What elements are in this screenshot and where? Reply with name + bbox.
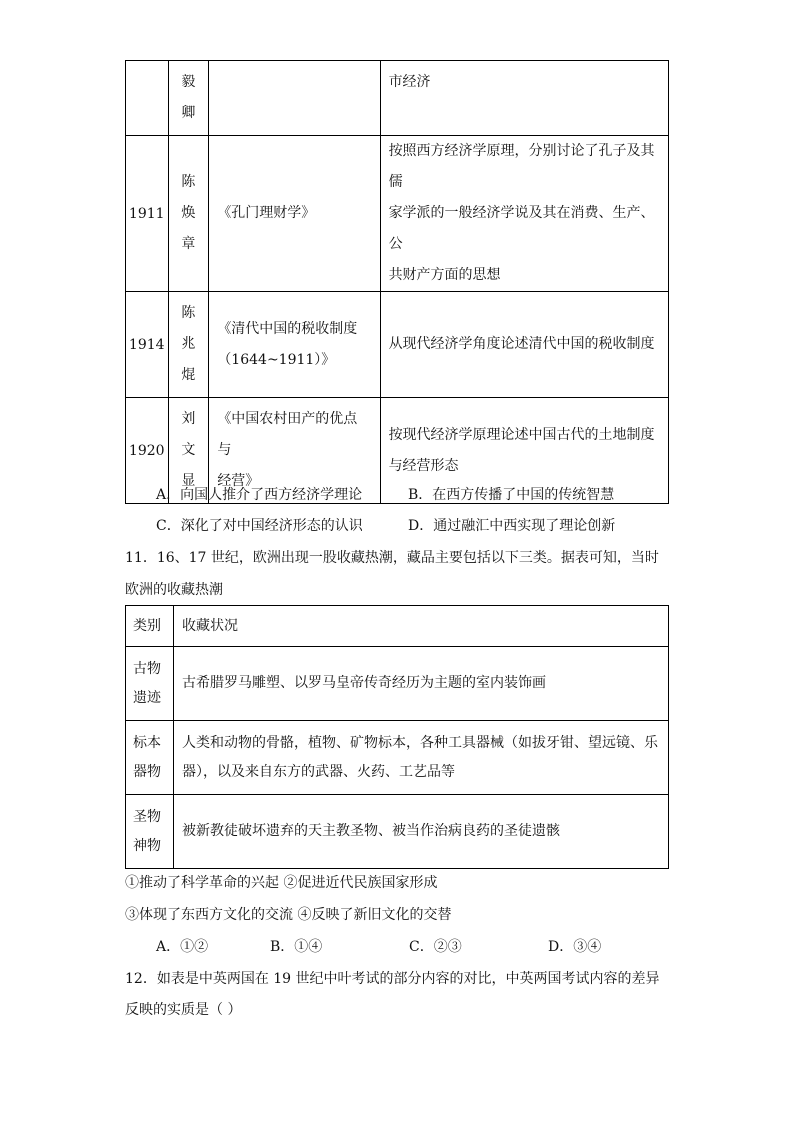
q10-option-d[interactable]: D．通过融汇中西实现了理论创新 (408, 518, 616, 534)
description-line: 市经济 (388, 74, 431, 90)
description-line: 按现代经济学原理论述中国古代的土地制度 (388, 426, 655, 443)
author-char: 卿 (181, 105, 196, 121)
author-char: 兆 (181, 336, 196, 352)
status-cell (174, 795, 669, 869)
category-line: 遗迹 (133, 689, 161, 706)
description-line: 共财产方面的思想 (388, 267, 501, 283)
q11-option-c[interactable]: C．②③ (409, 939, 462, 955)
description-line: 从现代经济学角度论述清代中国的税收制度 (388, 336, 655, 352)
q10-option-c[interactable]: C．深化了对中国经济形态的认识 (156, 518, 363, 534)
work-line: 与 (217, 442, 232, 458)
status-line: 人类和动物的骨骼，植物、矿物标本，各种工具器械（如拔牙钳、望远镜、乐 (182, 734, 658, 751)
author-char: 文 (181, 442, 196, 458)
table-row (126, 795, 669, 869)
author-char: 刘 (181, 411, 196, 427)
work-line: （1644~1911）》 (217, 351, 336, 368)
description-cell (380, 136, 668, 292)
status-line: 被新教徒破坏遗弃的天主教圣物、被当作治病良药的圣徒遗骸 (182, 823, 560, 839)
q12-stem-line-2: 反映的实质是（ ） (125, 1002, 242, 1018)
year-cell: 1911 (126, 136, 169, 292)
category-line: 标本 (133, 734, 161, 751)
work-line: 《清代中国的税收制度 (217, 320, 358, 337)
table-row (126, 292, 669, 398)
year-cell: 1914 (126, 292, 169, 398)
header-status: 收藏状况 (174, 606, 669, 647)
description-line: 按照西方经济学原理，分别讨论了孔子及其儒 (388, 143, 655, 190)
work-line: 经营》 (217, 473, 260, 489)
table-row (126, 721, 669, 795)
author-char: 陈 (181, 174, 196, 190)
work-cell (209, 292, 380, 398)
q11-option-d[interactable]: D．③④ (548, 939, 602, 955)
q10-option-a[interactable]: A．向国人推介了西方经济学理论 (156, 487, 363, 503)
work-cell (209, 61, 380, 136)
q11-stem-line-1: 11．16、17 世纪，欧洲出现一股收藏热潮，藏品主要包括以下三类。据表可知，当时 (125, 550, 659, 566)
author-cell (168, 292, 209, 398)
year-cell (126, 61, 169, 136)
q12-stem-line-1: 12．如表是中英两国在 19 世纪中叶考试的部分内容的对比，中英两国考试内容的差异 (125, 971, 660, 987)
author-char: 焕 (181, 205, 196, 221)
category-line: 神物 (133, 837, 161, 854)
work-line: 《孔门理财学》 (217, 205, 316, 221)
author-char: 焜 (181, 367, 196, 383)
author-char: 毅 (181, 74, 196, 90)
description-line: 家学派的一般经济学说及其在消费、生产、公 (388, 205, 655, 252)
category-cell (126, 647, 174, 721)
q11-option-a[interactable]: A．①② (156, 939, 209, 955)
status-line: 古希腊罗马雕塑、以罗马皇帝传奇经历为主题的室内装饰画 (182, 675, 546, 691)
category-line: 器物 (133, 763, 161, 780)
work-line: 《中国农村田产的优点 (217, 411, 358, 427)
collection-table (125, 605, 669, 869)
author-cell (168, 136, 209, 292)
q11-statements-line-2: ③体现了东西方文化的交流 ④反映了新旧文化的交替 (125, 907, 452, 923)
status-cell (174, 647, 669, 721)
category-cell (126, 721, 174, 795)
author-char: 陈 (181, 305, 196, 321)
collection-table-header (126, 606, 669, 647)
description-line: 与经营形态 (388, 457, 459, 474)
table-row (126, 647, 669, 721)
work-cell (209, 136, 380, 292)
status-line: 器），以及来自东方的武器、火药、工艺品等 (182, 763, 455, 780)
economics-works-table (125, 60, 669, 504)
q11-option-b[interactable]: B．①④ (270, 939, 323, 955)
status-cell (174, 721, 669, 795)
author-cell (168, 61, 209, 136)
author-char: 章 (181, 236, 196, 252)
category-line: 圣物 (133, 808, 161, 825)
header-category: 类别 (126, 606, 174, 647)
category-cell (126, 795, 174, 869)
description-cell (380, 292, 668, 398)
q10-option-b[interactable]: B．在西方传播了中国的传统智慧 (408, 487, 615, 503)
q11-statements-line-1: ①推动了科学革命的兴起 ②促进近代民族国家形成 (125, 875, 438, 891)
table-row (126, 136, 669, 292)
q11-stem-line-2: 欧洲的收藏热潮 (125, 582, 223, 598)
author-char: 显 (181, 473, 196, 489)
description-cell (380, 61, 668, 136)
year-cell: 1920 (126, 398, 169, 504)
category-line: 古物 (133, 660, 161, 677)
table-row (126, 61, 669, 136)
